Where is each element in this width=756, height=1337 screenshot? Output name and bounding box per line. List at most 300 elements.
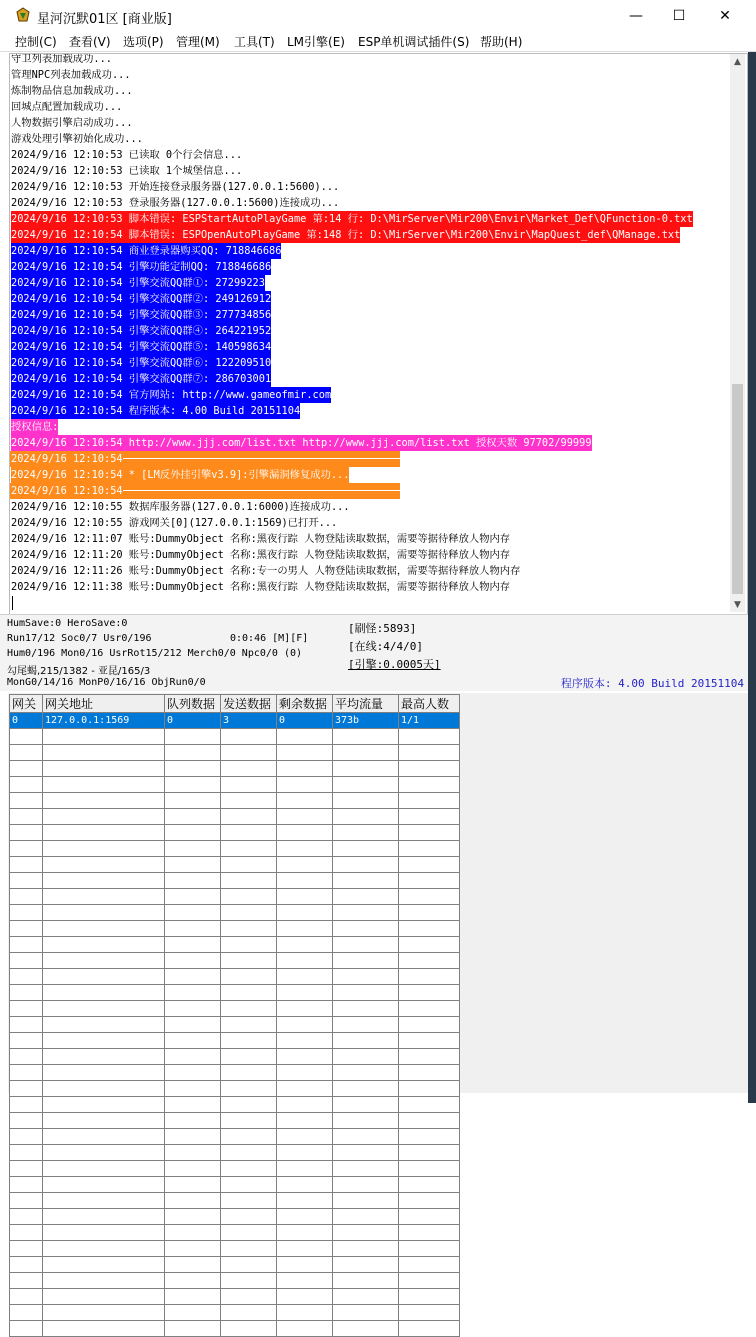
empty-cell (221, 1065, 277, 1081)
empty-cell (221, 777, 277, 793)
empty-cell (43, 1289, 165, 1305)
empty-cell (221, 1097, 277, 1113)
empty-cell (399, 1129, 460, 1145)
empty-cell (277, 1081, 333, 1097)
menu-bar (0, 31, 756, 52)
empty-cell (43, 1001, 165, 1017)
empty-cell (43, 1145, 165, 1161)
empty-cell (277, 921, 333, 937)
empty-cell (277, 1225, 333, 1241)
menu-esp-plugin[interactable]: ESP单机调试插件(S) (358, 35, 470, 49)
empty-cell (399, 729, 460, 745)
empty-cell (10, 1001, 43, 1017)
empty-cell (333, 1209, 399, 1225)
empty-cell (165, 969, 221, 985)
empty-cell (399, 889, 460, 905)
empty-cell (165, 1001, 221, 1017)
empty-cell (333, 1257, 399, 1273)
log-line: 回城点配置加载成功... (11, 101, 123, 113)
log-line-info: 2024/9/16 12:10:54 引擎功能定制QQ: 718846686 (11, 261, 272, 273)
empty-cell (43, 1129, 165, 1145)
log-line: 2024/9/16 12:11:20 账号:DummyObject 名称:黑夜行踪 人物登陆读取数据，需要等据待释放人物内存 (11, 549, 511, 561)
cell-gateway-address[interactable]: 127.0.0.1:1569 (43, 713, 165, 729)
empty-table-row (10, 1001, 460, 1017)
status-run: Run17/12 Soc0/7 Usr0/196 (7, 633, 152, 644)
menu-options[interactable]: 选项(P) (123, 35, 164, 49)
cell-avg-traffic[interactable]: 373b (333, 713, 399, 729)
empty-cell (333, 1017, 399, 1033)
empty-cell (165, 1241, 221, 1257)
log-line-info: 2024/9/16 12:10:54 引擎交流QQ群②: 249126912 (11, 293, 272, 305)
empty-cell (333, 1289, 399, 1305)
empty-table-row (10, 841, 460, 857)
log-line: 人物数据引擎启动成功... (11, 117, 133, 129)
empty-cell (10, 1129, 43, 1145)
empty-cell (221, 841, 277, 857)
empty-cell (333, 825, 399, 841)
empty-cell (221, 793, 277, 809)
menu-tools[interactable]: 工具(T) (234, 35, 275, 49)
empty-cell (333, 1129, 399, 1145)
log-line: 2024/9/16 12:10:53 登录服务器(127.0.0.1:5600)连接成功... (11, 197, 340, 209)
col-avg-traffic[interactable]: 平均流量 (333, 695, 399, 713)
empty-cell (277, 1305, 333, 1321)
empty-cell (43, 1273, 165, 1289)
empty-table-row (10, 1305, 460, 1321)
empty-cell (399, 1145, 460, 1161)
empty-cell (277, 905, 333, 921)
empty-cell (10, 921, 43, 937)
log-line-notice: 2024/9/16 12:10:54 * [LM反外挂引擎v3.9]:引擎漏洞修复成功... (11, 469, 350, 481)
empty-table-row (10, 761, 460, 777)
empty-cell (333, 777, 399, 793)
empty-cell (10, 1289, 43, 1305)
empty-cell (399, 1209, 460, 1225)
log-output[interactable] (9, 53, 748, 615)
empty-table-row (10, 1017, 460, 1033)
empty-cell (43, 825, 165, 841)
window-title: 星河沉默01区 [商业版] (37, 12, 172, 27)
empty-cell (333, 841, 399, 857)
empty-cell (43, 1321, 165, 1337)
empty-rows (10, 729, 460, 1337)
empty-cell (333, 921, 399, 937)
minimize-button[interactable]: — (629, 7, 643, 24)
empty-cell (333, 1145, 399, 1161)
empty-cell (43, 953, 165, 969)
empty-cell (43, 921, 165, 937)
empty-cell (333, 1161, 399, 1177)
empty-cell (43, 1161, 165, 1177)
status-timer: 0:0:46 [M][F] (230, 633, 309, 644)
empty-cell (333, 1097, 399, 1113)
empty-cell (277, 1273, 333, 1289)
empty-cell (43, 841, 165, 857)
log-line-license: 授权信息: (11, 421, 59, 433)
empty-cell (399, 1305, 460, 1321)
empty-cell (221, 1225, 277, 1241)
empty-cell (277, 1209, 333, 1225)
empty-cell (221, 1049, 277, 1065)
empty-table-row (10, 1081, 460, 1097)
empty-cell (10, 1113, 43, 1129)
empty-cell (399, 1177, 460, 1193)
log-line-info: 2024/9/16 12:10:54 引擎交流QQ群④: 264221952 (11, 325, 272, 337)
empty-cell (221, 761, 277, 777)
empty-cell (277, 985, 333, 1001)
empty-cell (10, 809, 43, 825)
empty-cell (221, 1289, 277, 1305)
empty-cell (277, 1049, 333, 1065)
empty-cell (165, 1017, 221, 1033)
empty-cell (43, 1033, 165, 1049)
empty-table-row (10, 745, 460, 761)
empty-cell (43, 873, 165, 889)
col-queue-data[interactable]: 队列数据 (165, 695, 221, 713)
log-line-info: 2024/9/16 12:10:54 程序版本: 4.00 Build 20151104 (11, 405, 301, 417)
empty-cell (399, 921, 460, 937)
empty-cell (43, 985, 165, 1001)
menu-lm-engine[interactable]: LM引擎(E) (287, 35, 345, 49)
empty-cell (165, 857, 221, 873)
status-engine-link[interactable]: [引擎:0.0005天] (348, 658, 441, 671)
empty-cell (43, 1049, 165, 1065)
empty-cell (277, 729, 333, 745)
empty-cell (43, 1177, 165, 1193)
empty-cell (399, 1081, 460, 1097)
empty-cell (165, 1033, 221, 1049)
log-line-info: 2024/9/16 12:10:54 商业登录器购买QQ: 718846686 (11, 245, 282, 257)
menu-control[interactable]: 控制(C) (15, 35, 57, 49)
empty-cell (165, 1049, 221, 1065)
empty-cell (399, 873, 460, 889)
empty-cell (10, 1241, 43, 1257)
empty-cell (43, 889, 165, 905)
empty-cell (333, 1193, 399, 1209)
empty-cell (399, 905, 460, 921)
empty-cell (277, 761, 333, 777)
empty-cell (43, 1257, 165, 1273)
empty-table-row (10, 953, 460, 969)
empty-cell (221, 1209, 277, 1225)
gateway-grid[interactable] (9, 694, 460, 1337)
empty-table-row (10, 777, 460, 793)
empty-cell (10, 857, 43, 873)
empty-table-row (10, 1177, 460, 1193)
scroll-down-icon[interactable]: ▼ (734, 599, 741, 610)
empty-cell (333, 1113, 399, 1129)
empty-cell (10, 985, 43, 1001)
empty-cell (333, 1001, 399, 1017)
empty-cell (221, 825, 277, 841)
empty-cell (165, 777, 221, 793)
empty-cell (165, 1289, 221, 1305)
col-max-users[interactable]: 最高人数 (399, 695, 460, 713)
empty-cell (221, 1033, 277, 1049)
empty-cell (333, 1049, 399, 1065)
empty-cell (10, 1049, 43, 1065)
empty-cell (221, 1081, 277, 1097)
empty-cell (399, 857, 460, 873)
status-online: [在线:4/4/0] (348, 640, 423, 653)
empty-cell (333, 1305, 399, 1321)
empty-cell (399, 841, 460, 857)
empty-cell (277, 1177, 333, 1193)
empty-table-row (10, 1225, 460, 1241)
empty-cell (165, 921, 221, 937)
empty-cell (165, 889, 221, 905)
empty-cell (221, 1145, 277, 1161)
col-gateway[interactable]: 网关 (10, 695, 43, 713)
empty-cell (333, 761, 399, 777)
empty-cell (333, 793, 399, 809)
empty-cell (165, 1321, 221, 1337)
empty-cell (10, 1305, 43, 1321)
empty-cell (277, 1241, 333, 1257)
log-line-info: 2024/9/16 12:10:54 引擎交流QQ群⑤: 140598634 (11, 341, 272, 353)
empty-cell (10, 889, 43, 905)
log-line: 2024/9/16 12:10:53 已读取 1个城堡信息... (11, 165, 243, 177)
empty-cell (165, 729, 221, 745)
empty-cell (399, 1273, 460, 1289)
empty-cell (43, 793, 165, 809)
empty-cell (277, 1193, 333, 1209)
log-line-info: 2024/9/16 12:10:54 引擎交流QQ群③: 277734856 (11, 309, 272, 321)
empty-cell (277, 1145, 333, 1161)
empty-cell (165, 1305, 221, 1321)
empty-cell (165, 1257, 221, 1273)
empty-cell (10, 793, 43, 809)
empty-table-row (10, 921, 460, 937)
log-line: 游戏处理引擎初始化成功... (11, 133, 143, 145)
maximize-button[interactable]: ☐ (672, 7, 686, 24)
empty-cell (277, 1129, 333, 1145)
empty-cell (43, 1241, 165, 1257)
empty-cell (221, 1257, 277, 1273)
empty-cell (221, 729, 277, 745)
empty-table-row (10, 1273, 460, 1289)
empty-cell (10, 1145, 43, 1161)
empty-cell (43, 937, 165, 953)
close-button[interactable]: ✕ (719, 7, 731, 24)
empty-cell (165, 1225, 221, 1241)
empty-table-row (10, 1065, 460, 1081)
empty-cell (43, 1225, 165, 1241)
empty-cell (399, 1225, 460, 1241)
empty-cell (10, 1209, 43, 1225)
empty-cell (10, 1161, 43, 1177)
empty-cell (333, 1225, 399, 1241)
empty-cell (165, 905, 221, 921)
cell-gateway[interactable]: 0 (10, 713, 43, 729)
empty-cell (277, 825, 333, 841)
empty-cell (221, 1177, 277, 1193)
empty-cell (221, 1129, 277, 1145)
empty-table-row (10, 1097, 460, 1113)
cell-remaining-data[interactable]: 0 (277, 713, 333, 729)
empty-cell (10, 1225, 43, 1241)
empty-cell (221, 905, 277, 921)
empty-cell (165, 953, 221, 969)
menu-view[interactable]: 查看(V) (69, 35, 111, 49)
empty-cell (10, 729, 43, 745)
status-version: 程序版本: 4.00 Build 20151104 (560, 677, 744, 690)
empty-cell (399, 825, 460, 841)
empty-cell (333, 937, 399, 953)
empty-cell (221, 1305, 277, 1321)
empty-cell (333, 969, 399, 985)
empty-cell (399, 969, 460, 985)
empty-cell (221, 1113, 277, 1129)
scroll-thumb[interactable] (732, 384, 743, 594)
log-line-notice: 2024/9/16 12:10:54 (11, 453, 123, 465)
empty-cell (165, 1273, 221, 1289)
log-scrollbar[interactable] (730, 54, 745, 612)
empty-cell (10, 937, 43, 953)
empty-cell (221, 937, 277, 953)
cell-max-users[interactable]: 1/1 (399, 713, 460, 729)
empty-cell (221, 889, 277, 905)
empty-cell (165, 825, 221, 841)
empty-cell (43, 729, 165, 745)
app-icon (15, 7, 31, 23)
empty-cell (43, 761, 165, 777)
log-line-info: 2024/9/16 12:10:54 引擎交流QQ群①: 27299223 (11, 277, 265, 289)
empty-table-row (10, 905, 460, 921)
empty-table-row (10, 1129, 460, 1145)
empty-cell (277, 1289, 333, 1305)
col-sent-data[interactable]: 发送数据 (221, 695, 277, 713)
empty-cell (399, 1289, 460, 1305)
empty-cell (277, 1097, 333, 1113)
col-gateway-address[interactable]: 网关地址 (43, 695, 165, 713)
empty-table-row (10, 1049, 460, 1065)
empty-cell (333, 1177, 399, 1193)
empty-cell (277, 873, 333, 889)
empty-cell (165, 873, 221, 889)
empty-cell (10, 825, 43, 841)
empty-cell (277, 809, 333, 825)
empty-cell (399, 953, 460, 969)
empty-cell (399, 937, 460, 953)
empty-cell (333, 1273, 399, 1289)
empty-cell (399, 1017, 460, 1033)
text-cursor (12, 596, 13, 610)
cell-queue-data[interactable]: 0 (165, 713, 221, 729)
empty-table-row (10, 889, 460, 905)
empty-cell (10, 1017, 43, 1033)
empty-table-row (10, 729, 460, 745)
empty-cell (221, 969, 277, 985)
empty-cell (43, 1065, 165, 1081)
empty-cell (333, 873, 399, 889)
empty-cell (165, 1209, 221, 1225)
empty-cell (221, 873, 277, 889)
empty-cell (333, 1241, 399, 1257)
log-line-error: 2024/9/16 12:10:53 脚本错误: ESPStartAutoPlayGame 第:14 行: D:\MirServer\Mir200\Envir\Market_Def\QFunction-0.txt (11, 213, 693, 225)
empty-cell (43, 1017, 165, 1033)
empty-table-row (10, 1241, 460, 1257)
empty-cell (333, 953, 399, 969)
empty-cell (43, 1097, 165, 1113)
log-line: 2024/9/16 12:10:53 开始连接登录服务器(127.0.0.1:5600)... (11, 181, 340, 193)
empty-cell (221, 1017, 277, 1033)
status-monster: 勾尾蝎,215/1382 - 亚昆/165/3 (7, 666, 151, 677)
empty-table-row (10, 1257, 460, 1273)
empty-cell (221, 1001, 277, 1017)
empty-cell (43, 857, 165, 873)
empty-cell (165, 1161, 221, 1177)
scroll-up-icon[interactable]: ▲ (734, 56, 741, 67)
col-remaining-data[interactable]: 剩余数据 (277, 695, 333, 713)
log-line: 2024/9/16 12:10:55 游戏网关[0](127.0.0.1:1569)已打开... (11, 517, 338, 529)
log-line-error: 2024/9/16 12:10:54 脚本错误: ESPOpenAutoPlayGame 第:148 行: D:\MirServer\Mir200\Envir\MapQuest_def\QManage.txt (11, 229, 681, 241)
empty-cell (399, 809, 460, 825)
empty-cell (399, 793, 460, 809)
empty-cell (399, 1321, 460, 1337)
empty-cell (399, 1001, 460, 1017)
empty-table-row (10, 1145, 460, 1161)
empty-cell (277, 1113, 333, 1129)
empty-table-row (10, 937, 460, 953)
empty-cell (277, 1065, 333, 1081)
empty-cell (10, 873, 43, 889)
log-line-info: 2024/9/16 12:10:54 引擎交流QQ群⑥: 122209510 (11, 357, 272, 369)
empty-cell (333, 729, 399, 745)
empty-cell (333, 1033, 399, 1049)
empty-cell (10, 969, 43, 985)
empty-cell (221, 1321, 277, 1337)
empty-cell (399, 1065, 460, 1081)
empty-cell (165, 1065, 221, 1081)
status-save: HumSave:0 HeroSave:0 (7, 618, 128, 629)
log-line-info: 2024/9/16 12:10:54 引擎交流QQ群⑦: 286703001 (11, 373, 272, 385)
empty-table-row (10, 857, 460, 873)
status-hum: Hum0/196 Mon0/16 UsrRot15/212 Merch0/0 Npc0/0 (0) (7, 648, 303, 659)
cell-sent-data[interactable]: 3 (221, 713, 277, 729)
empty-cell (221, 809, 277, 825)
empty-cell (277, 1321, 333, 1337)
empty-cell (221, 921, 277, 937)
empty-cell (221, 985, 277, 1001)
empty-cell (10, 1081, 43, 1097)
empty-cell (165, 985, 221, 1001)
empty-cell (277, 745, 333, 761)
empty-cell (333, 857, 399, 873)
empty-cell (333, 905, 399, 921)
empty-cell (165, 1193, 221, 1209)
empty-cell (399, 1193, 460, 1209)
empty-table-row (10, 1033, 460, 1049)
menu-manage[interactable]: 管理(M) (176, 35, 220, 49)
empty-cell (399, 745, 460, 761)
empty-cell (165, 937, 221, 953)
empty-cell (221, 1241, 277, 1257)
empty-cell (277, 889, 333, 905)
title-bar[interactable] (0, 0, 756, 31)
empty-cell (277, 857, 333, 873)
empty-cell (165, 1081, 221, 1097)
empty-cell (221, 745, 277, 761)
gateway-grid-area (8, 693, 748, 1093)
table-row[interactable] (10, 713, 460, 729)
empty-cell (277, 1033, 333, 1049)
empty-cell (165, 1145, 221, 1161)
menu-help[interactable]: 帮助(H) (480, 35, 523, 49)
empty-table-row (10, 873, 460, 889)
empty-cell (399, 777, 460, 793)
empty-table-row (10, 793, 460, 809)
